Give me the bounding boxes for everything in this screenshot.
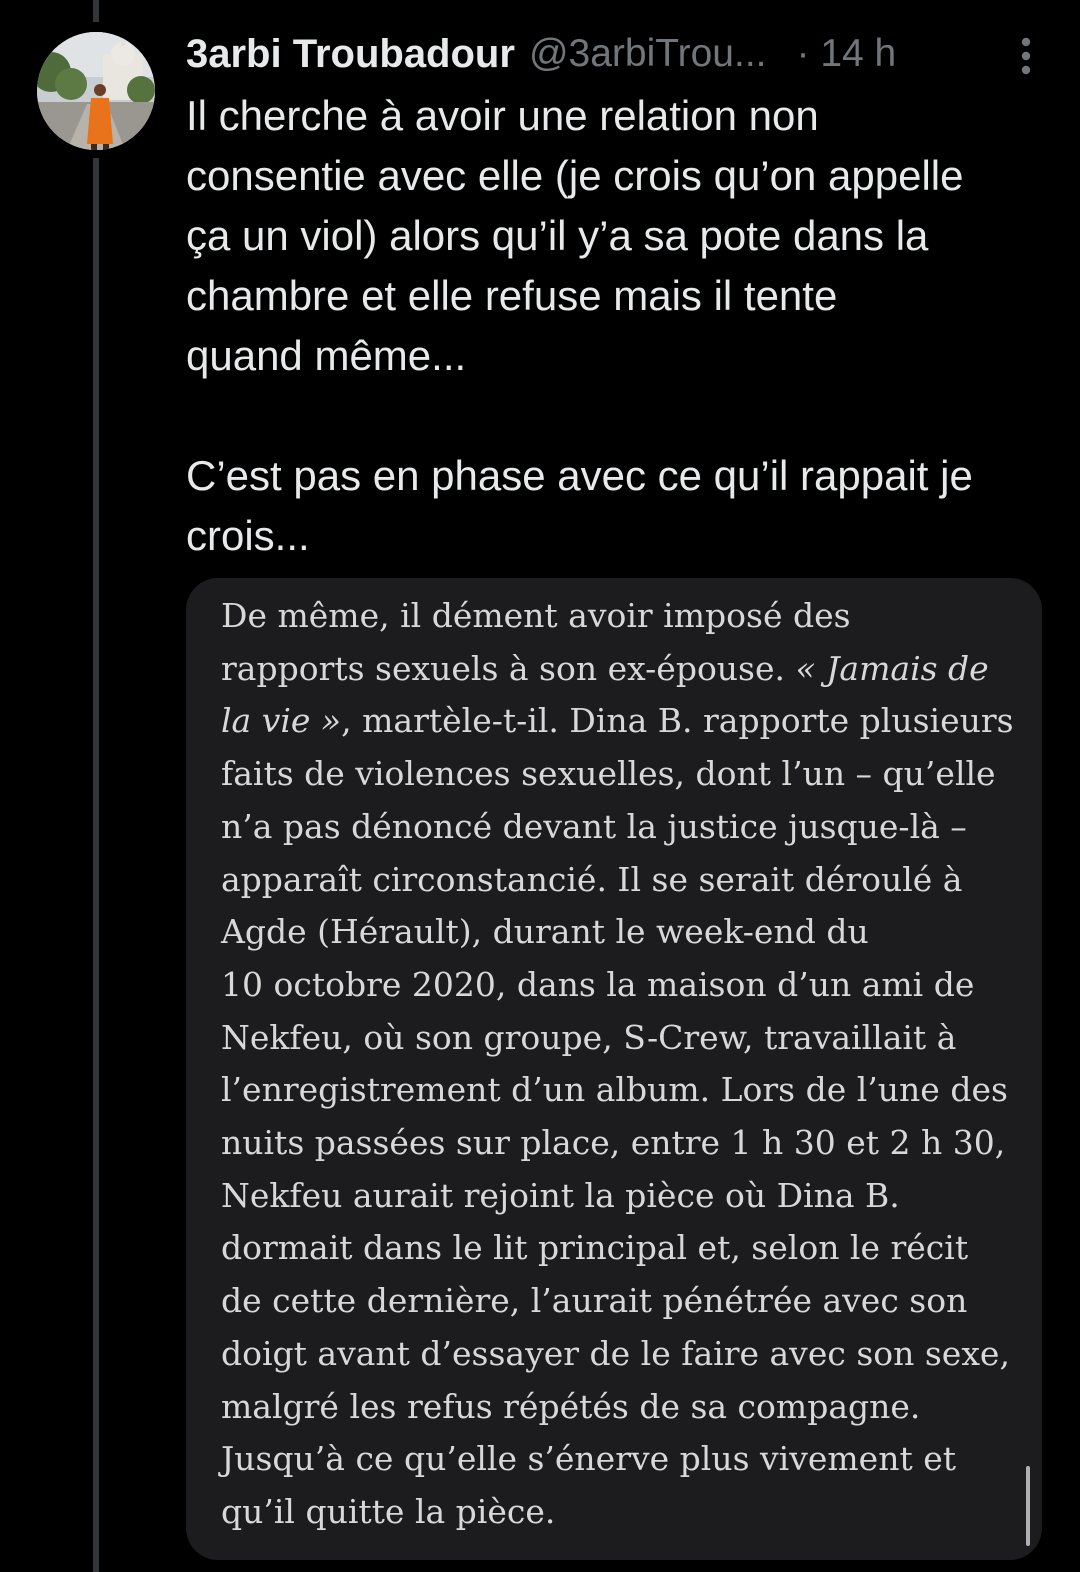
article-line: de cette dernière, l’aurait pénétrée avec son <box>221 1281 968 1321</box>
quoted-article-text <box>221 590 1021 1539</box>
quoted-article-image[interactable] <box>186 578 1042 1560</box>
thread-line-top <box>93 0 99 22</box>
article-line: nuits passées sur place, entre 1 h 30 et 2 h 30, <box>221 1123 1006 1163</box>
article-line: doigt avant d’essayer de le faire avec son sexe, <box>221 1333 1010 1373</box>
article-line: Jusqu’à ce qu’elle s’énerve plus vivement et <box>221 1439 956 1479</box>
more-vertical-icon[interactable] <box>1020 36 1032 76</box>
article-line-italic-part: la vie » <box>221 701 342 741</box>
avatar-photo-icon <box>37 32 155 150</box>
article-line: De même, il dément avoir imposé des <box>221 596 851 635</box>
avatar[interactable] <box>37 32 155 150</box>
tweet-timestamp[interactable]: · 14 h <box>796 32 897 75</box>
article-line: malgré les refus répétés de sa compagne. <box>221 1386 921 1426</box>
article-line: qu’il quitte la pièce. <box>221 1491 556 1531</box>
article-line: faits de violences sexuelles, dont l’un – qu’elle <box>221 754 996 794</box>
scrollbar[interactable] <box>1026 1466 1030 1546</box>
article-line: Nekfeu aurait rejoint la pièce où Dina B. <box>221 1175 900 1215</box>
article-line: la vie », martèle-t-il. Dina B. rapporte plusieurs <box>221 701 1014 741</box>
article-line: rapports sexuels à son ex-épouse. « Jamais de <box>221 648 989 688</box>
article-line: apparaît circonstancié. Il se serait déroulé à <box>221 859 963 899</box>
tweet-text: Il cherche à avoir une relation non consentie avec elle (je crois qu’on appelle ça un viol) alors qu’il y’a sa pote dans la chambre et elle refuse mais il tente quand même... C’est pas en phase avec ce qu’il rappait je crois... <box>186 92 973 559</box>
article-line: 10 octobre 2020, dans la maison d’un ami de <box>221 964 975 1004</box>
tweet-header <box>186 28 1046 80</box>
article-line: Nekfeu, où son groupe, S-Crew, travaillait à <box>221 1017 957 1057</box>
author-display-name[interactable]: 3arbi Troubadour <box>186 31 515 76</box>
author-handle[interactable]: @3arbiTrou... <box>528 32 767 75</box>
article-line: dormait dans le lit principal et, selon le récit <box>221 1228 969 1268</box>
article-line: l’enregistrement d’un album. Lors de l’une des <box>221 1070 1008 1110</box>
thread-line <box>93 158 99 1572</box>
article-line: Agde (Hérault), durant le week-end du <box>221 912 869 952</box>
article-line-italic-part: « Jamais de <box>795 648 989 688</box>
article-line: n’a pas dénoncé devant la justice jusque-là – <box>221 806 967 846</box>
